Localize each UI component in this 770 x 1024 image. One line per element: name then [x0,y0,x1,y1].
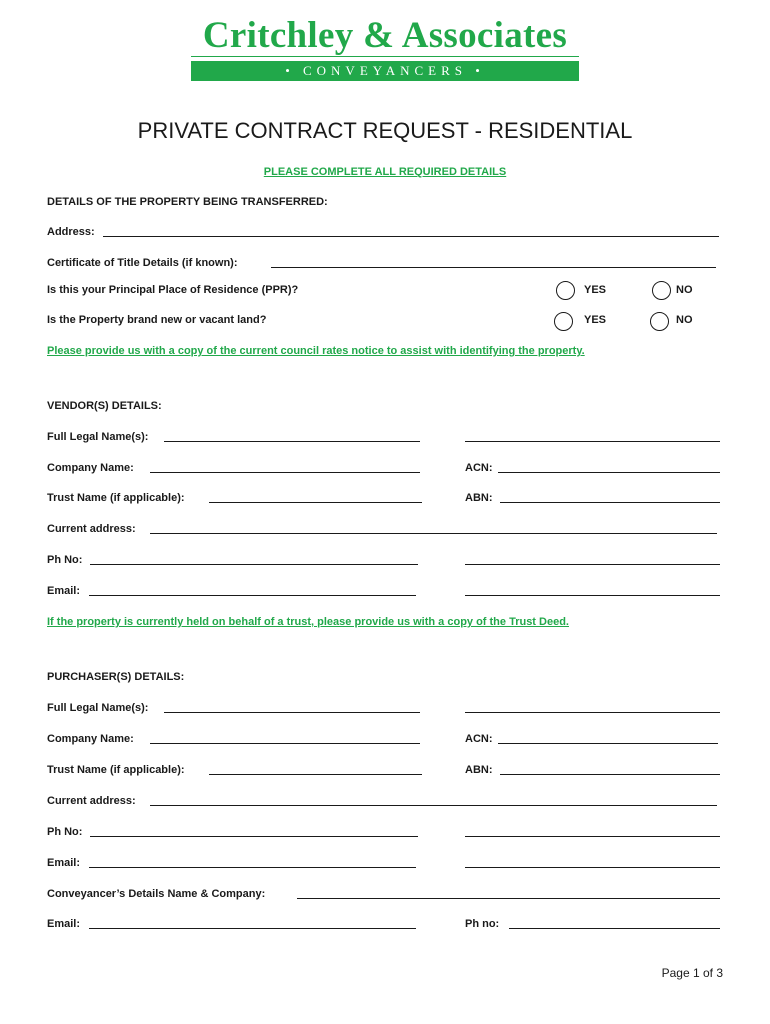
page-subtitle: PLEASE COMPLETE ALL REQUIRED DETAILS [263,166,507,178]
company-logo-tagline: • CONVEYANCERS • [191,61,579,81]
conveyancer-email-field[interactable] [89,928,416,929]
vendor-abn-field[interactable] [500,502,720,503]
vacant-no-radio[interactable] [650,312,669,331]
property-address-field[interactable] [103,236,719,237]
certificate-title-label: Certificate of Title Details (if known): [47,257,238,269]
vendor-company-field[interactable] [150,472,420,473]
purchaser-address-field[interactable] [150,805,717,806]
vendor-trust-field[interactable] [209,502,422,503]
vendor-email-field[interactable] [89,595,416,596]
conveyancer-phone-label: Ph no: [465,918,500,930]
vendor-name-label: Full Legal Name(s): [47,431,149,443]
council-rates-note: Please provide us with a copy of the current council rates notice to assist with identifying the property. [47,345,585,357]
vendor-address-label: Current address: [47,523,136,535]
page-title: PRIVATE CONTRACT REQUEST - RESIDENTIAL [137,118,633,143]
vacant-yes-radio[interactable] [554,312,573,331]
vendor-name-field-2[interactable] [465,441,720,442]
vendor-phone-field[interactable] [90,564,418,565]
vacant-no-label: NO [676,314,693,326]
purchaser-phone-field-2[interactable] [465,836,720,837]
purchaser-acn-label: ACN: [465,733,493,745]
purchaser-email-label: Email: [47,857,81,869]
conveyancer-details-label: Conveyancer’s Details Name & Company: [47,888,266,900]
vacant-yes-label: YES [584,314,607,326]
purchaser-trust-label: Trust Name (if applicable): [47,764,185,776]
certificate-title-field[interactable] [271,267,716,268]
purchaser-company-field[interactable] [150,743,420,744]
purchaser-name-field[interactable] [164,712,420,713]
vendor-phone-label: Ph No: [47,554,83,566]
company-logo-name: Critchley & Associates [202,15,568,56]
property-section-heading: DETAILS OF THE PROPERTY BEING TRANSFERRED: [47,196,328,208]
purchaser-phone-label: Ph No: [47,826,83,838]
property-address-label: Address: [47,226,95,238]
page-number: Page 1 of 3 [661,966,723,980]
ppr-yes-radio[interactable] [556,281,575,300]
vendor-company-label: Company Name: [47,462,134,474]
purchaser-acn-field[interactable] [498,743,718,744]
logo-divider [191,56,579,57]
trust-deed-note: If the property is currently held on behalf of a trust, please provide us with a copy of the Trust Deed. [47,616,569,628]
purchaser-name-field-2[interactable] [465,712,720,713]
vendor-email-field-2[interactable] [465,595,720,596]
vendor-section-heading: VENDOR(S) DETAILS: [47,400,162,412]
purchaser-company-label: Company Name: [47,733,134,745]
purchaser-phone-field[interactable] [90,836,418,837]
conveyancer-email-label: Email: [47,918,81,930]
vendor-acn-label: ACN: [465,462,493,474]
ppr-question: Is this your Principal Place of Residence (PPR)? [47,284,299,296]
purchaser-abn-field[interactable] [500,774,720,775]
ppr-yes-label: YES [584,284,607,296]
purchaser-name-label: Full Legal Name(s): [47,702,149,714]
ppr-no-radio[interactable] [652,281,671,300]
vendor-email-label: Email: [47,585,81,597]
purchaser-email-field[interactable] [89,867,416,868]
purchaser-trust-field[interactable] [209,774,422,775]
purchaser-address-label: Current address: [47,795,136,807]
purchaser-section-heading: PURCHASER(S) DETAILS: [47,671,185,683]
purchaser-abn-label: ABN: [465,764,493,776]
conveyancer-details-field[interactable] [297,898,720,899]
ppr-no-label: NO [676,284,693,296]
vendor-phone-field-2[interactable] [465,564,720,565]
vendor-abn-label: ABN: [465,492,493,504]
vacant-land-question: Is the Property brand new or vacant land? [47,314,267,326]
vendor-acn-field[interactable] [498,472,720,473]
purchaser-email-field-2[interactable] [465,867,720,868]
conveyancer-phone-field[interactable] [509,928,720,929]
vendor-trust-label: Trust Name (if applicable): [47,492,185,504]
vendor-name-field[interactable] [164,441,420,442]
vendor-address-field[interactable] [150,533,717,534]
